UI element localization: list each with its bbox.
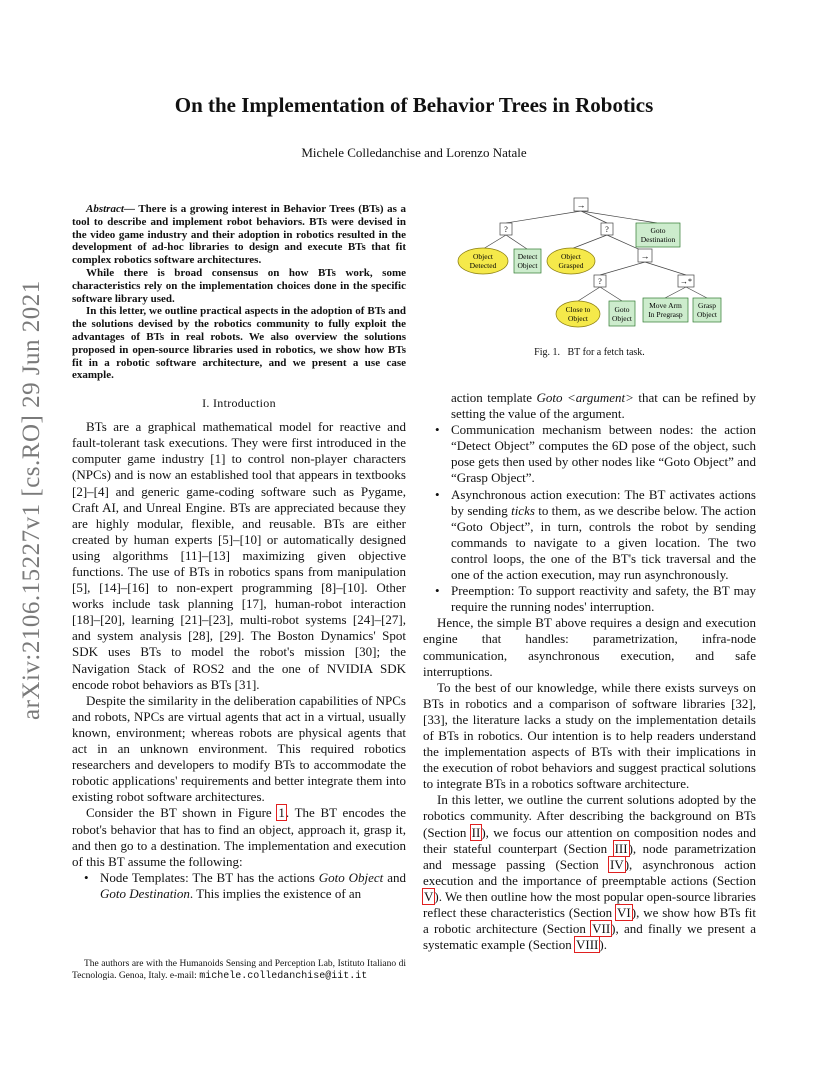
section-link-vi[interactable]: VI: [617, 905, 631, 920]
sequence-arrow-icon: →: [576, 200, 586, 210]
abstract-text-1: — There is a growing interest in Behavior Trees (BTs) as a tool to describe and implement robot behaviors. BTs were devised in the video game industry and their adoption in robotics resulted in the development of ad-hoc libraries to design and execute BTs that fit complex robotics software architectures.: [72, 203, 406, 267]
fallback-node-3: [594, 275, 606, 287]
node-label: Goto: [650, 226, 666, 235]
node-label: Destination: [640, 235, 676, 244]
fallback-node-1: [500, 223, 512, 235]
node-label: Object: [568, 314, 588, 323]
figure-caption-text: BT for a fetch task.: [567, 347, 645, 358]
assumption-list: [72, 870, 406, 902]
action-goto-destination: [636, 223, 680, 247]
section-link-vii[interactable]: VII: [592, 921, 611, 937]
action-detect-object: [514, 249, 541, 273]
paper-authors: Michele Colledanchise and Lorenzo Natale: [301, 145, 527, 160]
section-link-ii[interactable]: II: [471, 824, 481, 840]
fallback-label: ?: [504, 225, 508, 234]
bullet3-italic: ticks: [511, 502, 535, 518]
abstract: [72, 203, 406, 382]
action-grasp-object: [693, 298, 721, 322]
p6-text-d: ), asynchronous action execution and the importance of preemptable actions (Section: [423, 856, 756, 888]
condition-object-detected: [458, 248, 508, 274]
intro-p3-text-b: . The BT encodes the robot's behavior that has to find an object, approach it, grasp it, and then go to a destination. The implementation and execution of this BT assume the following:: [72, 805, 407, 869]
section-link-v[interactable]: V: [424, 888, 434, 904]
node-label: Object: [561, 252, 581, 261]
p6-text-b: ), we focus our attention on composition nodes and their stateful counterpart (Section: [423, 824, 756, 856]
node-label: Move Arm: [649, 301, 682, 310]
reactive-sequence-node: [678, 275, 694, 287]
node-label: Grasp: [698, 301, 716, 310]
bullet1-text-c: . This implies the existence of an: [189, 885, 362, 901]
list-item-continuation: [423, 390, 756, 422]
figure-caption: [423, 347, 756, 358]
fallback-label: ?: [605, 225, 609, 234]
node-label: Goto: [614, 305, 630, 314]
section-heading-introduction: I. Introduction: [202, 396, 276, 411]
footnote: [72, 958, 406, 983]
action-move-arm-pregrasp: [643, 298, 688, 322]
abstract-lead: Abstract: [86, 203, 124, 215]
node-label: Object: [517, 261, 538, 270]
intro-paragraph-5: To the best of our knowledge, while there exists surveys on BTs in robotics and a comparison of software libraries [32], [33], the literature lacks a study on the implementation details of BTs in robotics. Our intention is to help readers understand the implementation aspects of BTs with their implications in the execution of robot behaviors and suggest practical solutions to integrate BTs in a robotics software architecture.: [423, 679, 756, 792]
condition-object-grasped: [547, 248, 595, 274]
fallback-node-2: [601, 223, 613, 235]
abstract-paragraph-2: While there is broad consensus on how BTs work, some characteristics rely on the implementation choices done in the specific software library used.: [72, 266, 406, 305]
paper-title: On the Implementation of Behavior Trees in Robotics: [174, 93, 654, 117]
abstract-paragraph-3: In this letter, we outline practical aspects in the adoption of BTs and the solutions devised by the robotics community to fully exploit the advantages of BTs in real robots. We also overview the solutions proposed in open-source libraries used in robotics, we show how BTs fit in a robotic software architecture, and we present a use case example.: [72, 305, 406, 382]
intro-paragraph-3: [72, 805, 406, 869]
bullet1-cont-b: that can be refined by setting the value of the argument.: [451, 390, 756, 422]
introduction-body: [72, 419, 406, 870]
list-item: • Preemption: To support reactivity and safety, the BT may require the running nodes' interruption.: [423, 583, 756, 615]
behavior-tree-diagram: [450, 190, 740, 330]
node-label: Detected: [469, 261, 497, 270]
figure-reference-link[interactable]: 1: [278, 805, 285, 821]
section-link-iv[interactable]: IV: [610, 856, 624, 872]
fallback-label: ?: [598, 277, 602, 286]
intro-paragraph-2: Despite the similarity in the deliberation capabilities of NPCs and robots, NPCs are virtual agents that act in a virtual, usually known, environment; whereas robots are physical agents that act in an unknown environment. This required robotics researchers and developers to modify BTs to accommodate the robotic applications' requirements and better integrate them into existing robot software architectures.: [72, 692, 406, 805]
action-goto-object: [609, 301, 635, 326]
left-column: [72, 203, 406, 902]
node-label: In Pregrasp: [648, 310, 683, 319]
root-sequence-node: [574, 198, 588, 211]
intro-p3-text-a: Consider the BT shown in Figure: [86, 805, 278, 821]
figure-number: Fig. 1.: [534, 347, 561, 358]
introduction-body-continued: [423, 615, 756, 953]
p6-text-c: ), node parametrization and message passing (Section: [423, 840, 756, 872]
p6-text-g: ), and finally we present a systematic example (Section: [423, 921, 756, 953]
bullet1-cont-a: action template: [451, 390, 537, 405]
arxiv-identifier: arXiv:2106.15227v1 [cs.RO] 29 Jun 2021: [18, 280, 45, 720]
intro-paragraph-1: BTs are a graphical mathematical model for reactive and fault-tolerant task executions. They were first introduced in the computer game industry [1] to control non-player characters (NPCs) and is now an established tool that appears in textbooks [2]–[4] and generic game-coding software such as Pygame, Craft AI, and Unreal Engine. BTs are appreciated because they are highly modular, flexible, and reusable. BTs are either created by human experts [5]–[10] or automatically designed using algorithms [11]–[13] maximizing given objective functions. The use of BTs in robotics spans from manipulation [5], [14]–[16] to non-expert programming [8]–[10]. Other works include task planning [17], human-robot interaction [18]–[20], learning [21]–[23], multi-robot systems [24]–[27], and system analysis [28], [29]. The Boston Dynamics' Spot SDK uses BTs to model the robot's mission [30]; the Navigation Stack of ROS2 and the one of NVIDIA SDK encode robot behaviors as BTs [31].: [72, 419, 406, 692]
sequence-arrow-icon: →: [640, 251, 650, 261]
node-label: Grasped: [558, 261, 584, 270]
bullet3-text-a: Asynchronous action execution: The BT activates actions by sending: [451, 486, 756, 518]
p6-text-a: In this letter, we outline the current solutions adopted by the robotics community. After describing the background on BTs (Section: [423, 792, 756, 840]
behavior-tree-figure: [450, 190, 740, 330]
p6-text-e: ). We then outline how the most popular open-source libraries reflect these characteristics (Section: [423, 888, 756, 920]
assumption-list-continued: [423, 390, 756, 615]
node-label: Object: [473, 252, 493, 261]
author-email: michele.colledanchise@iit.it: [199, 971, 368, 982]
bullet1-text-b: and: [383, 869, 406, 885]
right-column: [423, 390, 756, 953]
list-item: [72, 870, 406, 902]
list-item: • Communication mechanism between nodes: the action “Detect Object” computes the 6D pose of the object, such pose gets then used by other nodes like “Goto Object” and “Grasp Object”.: [423, 422, 756, 486]
section-link-viii[interactable]: VIII: [575, 937, 599, 953]
footnote-text: The authors are with the Humanoids Sensing and Perception Lab, Istituto Italiano di Tecnologia. Genoa, Italy. e-mail:: [72, 959, 406, 981]
intro-paragraph-4: Hence, the simple BT above requires a design and execution engine that handles: parametrization, infra-node communication, asynchronous execution, and safe interruptions.: [423, 615, 756, 679]
node-label: Detect: [517, 252, 538, 261]
sequence-star-icon: →*: [680, 277, 692, 286]
node-label: Close to: [565, 305, 591, 314]
bullet1-text-a: Node Templates: The BT has the actions: [100, 869, 319, 885]
bullet1-italic-2: Goto Destination: [100, 885, 190, 901]
abstract-paragraph-1: [72, 203, 406, 267]
list-item: [423, 487, 756, 584]
intro-paragraph-6: [423, 792, 756, 953]
bullet1-cont-italic: Goto <argument>: [536, 390, 634, 405]
node-label: Object: [697, 310, 717, 319]
node-label: Object: [612, 314, 632, 323]
bullet1-italic-1: Goto Object: [318, 869, 384, 885]
bullet3-text-b: to them, as we describe below. The action “Goto Object”, in turn, controls the robot by sending commands to navigate to a given location. The two control loops, the one of the BT's tick traversal and the one of the action execution, may run asynchronously.: [451, 502, 756, 583]
p6-text-f: ), we show how BTs fit a robotic architecture (Section: [423, 905, 756, 937]
sequence-node-2: [638, 249, 652, 262]
section-link-iii[interactable]: III: [614, 840, 628, 856]
p6-text-h: ).: [599, 937, 607, 953]
condition-close-to-object: [556, 301, 600, 327]
